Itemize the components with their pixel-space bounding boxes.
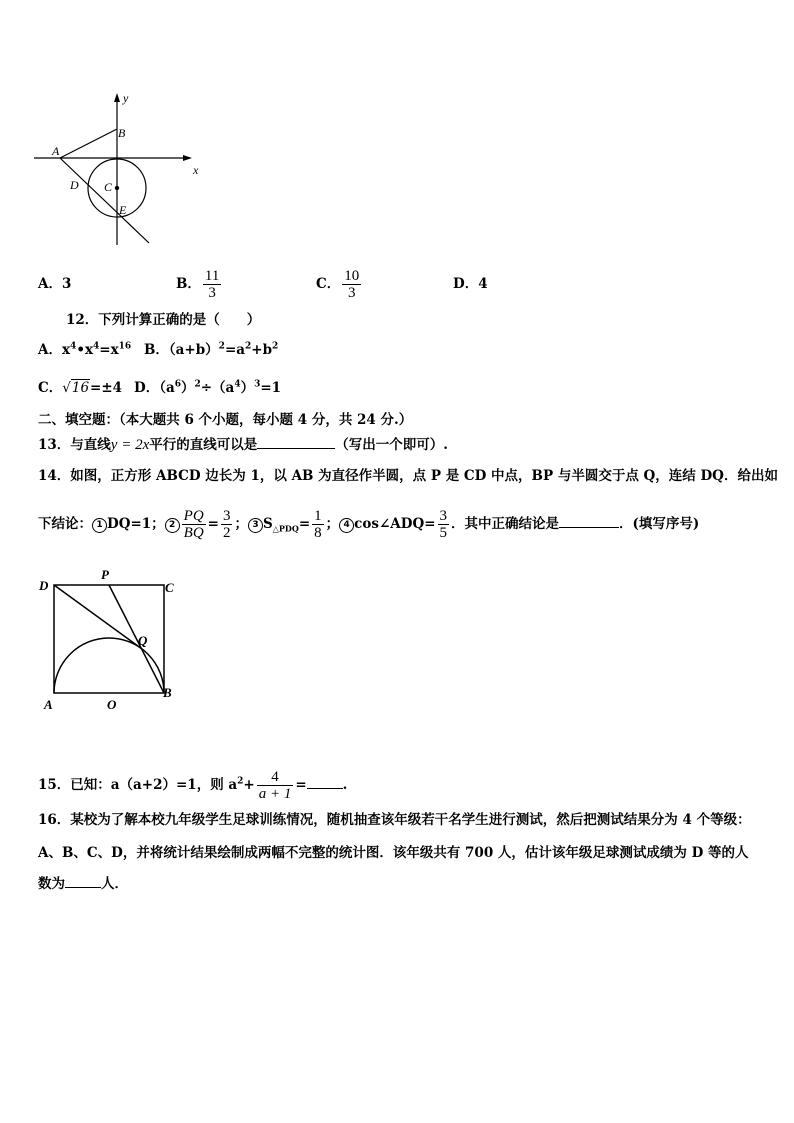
q13-expression: y = 2x <box>110 437 150 453</box>
q16-line2: A、B、C、D，并将统计结果绘制成两幅不完整的统计图．该年级共有 700 人，估计该年级足球测试成绩为 D 等的人 <box>38 845 749 861</box>
q11-option-a: A．3 <box>38 276 72 292</box>
label-c: C <box>104 180 113 194</box>
q16-line1: 16．某校为了解本校九年级学生足球训练情况，随机抽查该年级若干名学生进行测试，然后把测试结果分为 4 个等级： <box>38 812 751 828</box>
label-d: D <box>70 178 79 192</box>
square-abcd <box>54 585 164 693</box>
circled-number: 4 <box>339 518 354 533</box>
q11-option-d: D．4 <box>453 276 488 292</box>
circled-number: 2 <box>165 518 180 533</box>
label-o: O <box>107 697 117 712</box>
q13-text: 13．与直线y = 2x平行的直线可以是 （写出一个即可）. <box>38 437 448 453</box>
answer-blank[interactable] <box>559 515 619 528</box>
fraction: $\frac{11}{3}$ <box>204 268 220 301</box>
line-ad-e <box>60 158 149 243</box>
fraction: $\frac{1}{8}$ <box>314 508 322 541</box>
center-point <box>115 186 119 190</box>
label-p: P <box>101 567 109 582</box>
label-a: A <box>52 144 60 158</box>
q11-option-c: C． $\frac{10}{3}$ <box>316 268 360 301</box>
fraction: $\frac{PQ}{BQ}$ <box>183 508 204 541</box>
q12-option-d: D．$(a^6)^2\div(a^4)^3=1$ <box>134 379 282 396</box>
label-q: Q <box>138 633 148 648</box>
q14-line2: 下结论： 1 DQ=1； 2 $\frac{PQ}{BQ}$ = $\frac{3}{2}$ ； 3 $S_{\triangle PDQ}=$ $\frac{1}{8}$ ； 4 cos∠ADQ= $\frac{3}{5}$ ．其中正确结论是 ．(填写序号) <box>38 508 700 541</box>
y-axis-arrow <box>114 93 120 102</box>
line-ab <box>60 129 117 158</box>
fraction: $\frac{10}{3}$ <box>344 268 360 301</box>
label-y: y <box>123 91 129 105</box>
q15-text: 15．已知：a（a+2）=1，则 $a^2+$ $\frac{4}{a + 1}$ = . <box>38 769 348 802</box>
figure-circle-axes <box>30 85 215 255</box>
circled-number: 3 <box>248 518 263 533</box>
section-title: 二、填空题：（本大题共 6 个小题，每小题 4 分，共 24 分.） <box>38 412 413 428</box>
q14-line1: 14．如图，正方形 ABCD 边长为 1，以 AB 为直径作半圆，点 P 是 CD 中点，BP 与半圆交于点 Q，连结 DQ．给出如 <box>38 468 778 484</box>
label-d: D <box>39 578 49 593</box>
q12-option-c: C．√16=±4 <box>38 380 123 396</box>
answer-blank[interactable] <box>257 436 335 449</box>
x-axis-arrow <box>183 155 192 161</box>
fraction: $\frac{3}{5}$ <box>439 508 448 541</box>
q16-line3: 数为 人． <box>38 876 128 892</box>
q12-option-b: B．$(a+b)^2=a^2+b^2$ <box>144 341 279 358</box>
answer-blank[interactable] <box>65 875 101 888</box>
q11-option-b: B． $\frac{11}{3}$ <box>176 268 220 301</box>
q12-stem: 12．下列计算正确的是（ ） <box>66 312 261 328</box>
label-b: B <box>163 685 172 700</box>
circled-number: 1 <box>92 518 107 533</box>
fraction: $\frac{3}{2}$ <box>222 508 231 541</box>
label-x: x <box>193 163 199 177</box>
label-b: B <box>118 126 126 140</box>
label-c: C <box>165 580 174 595</box>
fraction: $\frac{4}{a + 1}$ <box>258 769 292 802</box>
figure-square-semicircle <box>36 565 186 715</box>
semicircle <box>54 638 164 693</box>
answer-blank[interactable] <box>307 776 343 789</box>
label-e: E <box>119 203 127 217</box>
label-a: A <box>44 697 53 712</box>
sqrt-radicand: 16 <box>71 380 90 396</box>
q12-option-a: A．$x^4•x^4=x^{16}$ <box>38 341 132 358</box>
